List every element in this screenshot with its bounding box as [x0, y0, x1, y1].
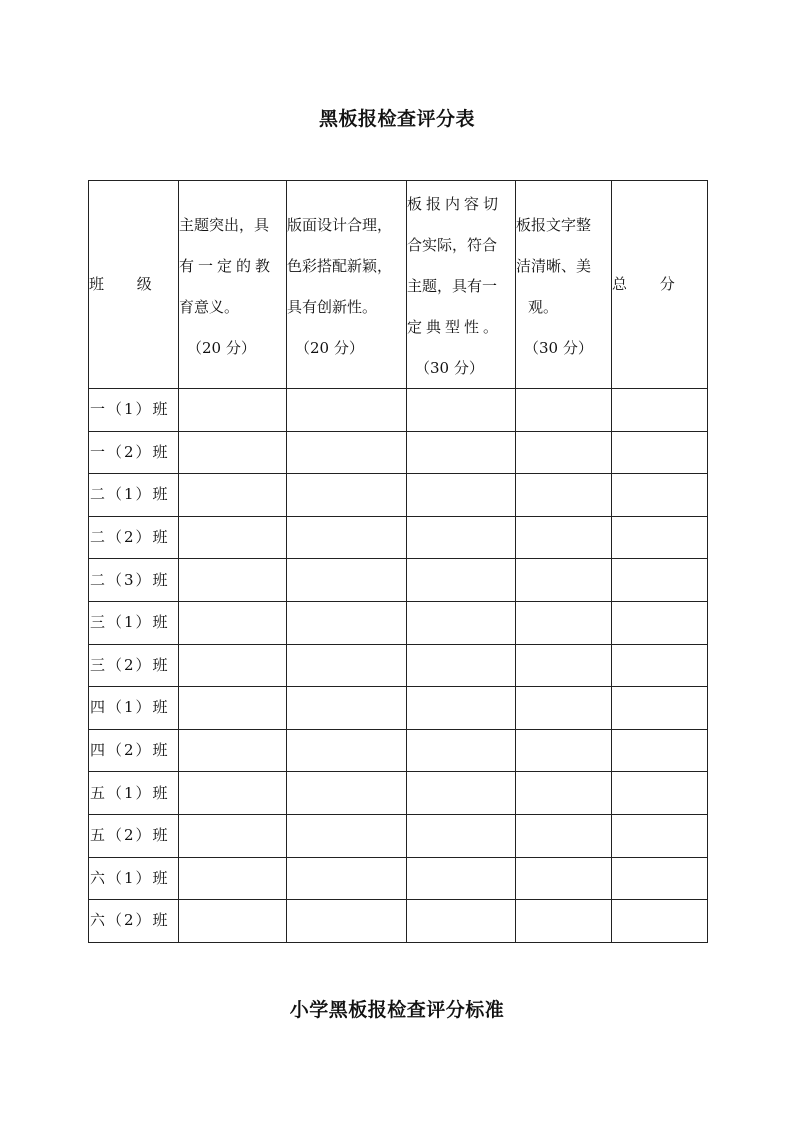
score-input-cell[interactable]: [516, 644, 612, 687]
score-input-cell[interactable]: [516, 559, 612, 602]
criterion-score: （20 分）: [295, 338, 364, 357]
table-row: [89, 559, 708, 602]
table-row: [89, 389, 708, 432]
score-input-cell[interactable]: [179, 516, 287, 559]
total-score-cell[interactable]: [612, 772, 708, 815]
score-input-cell[interactable]: [516, 431, 612, 474]
score-input-cell[interactable]: [287, 687, 407, 730]
score-input-cell[interactable]: [179, 687, 287, 730]
table-row: [89, 474, 708, 517]
score-input-cell[interactable]: [407, 431, 516, 474]
score-input-cell[interactable]: [287, 601, 407, 644]
total-score-cell[interactable]: [612, 857, 708, 900]
class-name-cell: 四（2）班: [89, 729, 179, 772]
score-input-cell[interactable]: [407, 389, 516, 432]
criterion-score: （30 分）: [524, 338, 593, 357]
criterion-line: 观。: [528, 297, 559, 316]
score-input-cell[interactable]: [516, 687, 612, 730]
score-input-cell[interactable]: [407, 772, 516, 815]
criterion-line: 具有创新性。: [287, 297, 378, 316]
score-input-cell[interactable]: [287, 431, 407, 474]
table-row: [89, 601, 708, 644]
score-input-cell[interactable]: [287, 729, 407, 772]
criterion-line: 洁清晰、美: [516, 256, 592, 275]
table-row: [89, 772, 708, 815]
score-input-cell[interactable]: [179, 474, 287, 517]
score-input-cell[interactable]: [179, 644, 287, 687]
score-input-cell[interactable]: [407, 687, 516, 730]
score-input-cell[interactable]: [287, 644, 407, 687]
table-row: [89, 857, 708, 900]
total-column-header: 总 分: [612, 181, 708, 389]
criterion-line: 有一定的教: [179, 256, 275, 275]
score-input-cell[interactable]: [287, 772, 407, 815]
table-row: [89, 814, 708, 857]
total-score-cell[interactable]: [612, 900, 708, 943]
score-input-cell[interactable]: [179, 900, 287, 943]
criterion-line: 合实际，符合: [407, 236, 498, 254]
score-input-cell[interactable]: [407, 900, 516, 943]
criterion-header-writing: [516, 181, 612, 389]
total-score-cell[interactable]: [612, 389, 708, 432]
class-column-header: 班 级: [89, 181, 179, 389]
score-input-cell[interactable]: [287, 814, 407, 857]
score-input-cell[interactable]: [516, 900, 612, 943]
class-name-cell: 三（2）班: [89, 644, 179, 687]
class-name-cell: 一（2）班: [89, 431, 179, 474]
class-name-cell: 六（2）班: [89, 900, 179, 943]
total-score-cell[interactable]: [612, 474, 708, 517]
total-score-cell[interactable]: [612, 687, 708, 730]
criterion-header-design: [287, 181, 407, 389]
criterion-score: （20 分）: [187, 338, 256, 357]
score-input-cell[interactable]: [287, 559, 407, 602]
score-input-cell[interactable]: [407, 814, 516, 857]
score-input-cell[interactable]: [179, 814, 287, 857]
score-input-cell[interactable]: [516, 516, 612, 559]
score-input-cell[interactable]: [516, 474, 612, 517]
class-name-cell: 一（1）班: [89, 389, 179, 432]
class-name-cell: 二（3）班: [89, 559, 179, 602]
score-input-cell[interactable]: [516, 729, 612, 772]
table-row: [89, 431, 708, 474]
total-score-cell[interactable]: [612, 729, 708, 772]
table-row: [89, 644, 708, 687]
class-name-cell: 二（2）班: [89, 516, 179, 559]
score-input-cell[interactable]: [179, 772, 287, 815]
criterion-line: 色彩搭配新颖，: [287, 256, 393, 275]
table-row: [89, 900, 708, 943]
criterion-line: 板报文字整: [516, 215, 592, 234]
score-input-cell[interactable]: [407, 857, 516, 900]
table-row: [89, 729, 708, 772]
criterion-score: （30 分）: [415, 359, 484, 377]
score-input-cell[interactable]: [287, 516, 407, 559]
total-score-cell[interactable]: [612, 814, 708, 857]
criterion-header-content: [407, 181, 516, 389]
table-row: [89, 516, 708, 559]
score-input-cell[interactable]: [179, 389, 287, 432]
score-input-cell[interactable]: [179, 857, 287, 900]
total-score-cell[interactable]: [612, 601, 708, 644]
section-title: 小学黑板报检查评分标准: [289, 999, 505, 1021]
score-input-cell[interactable]: [516, 814, 612, 857]
criterion-line: 主题突出，具: [179, 215, 270, 234]
class-name-cell: 六（1）班: [89, 857, 179, 900]
score-input-cell[interactable]: [179, 601, 287, 644]
score-input-cell[interactable]: [516, 857, 612, 900]
score-input-cell[interactable]: [287, 857, 407, 900]
page-title: 黑板报检查评分表: [318, 108, 475, 130]
criterion-line: 定典型性。: [407, 318, 503, 336]
class-name-cell: 五（2）班: [89, 814, 179, 857]
score-input-cell[interactable]: [407, 474, 516, 517]
criterion-line: 主题，具有一: [407, 277, 498, 295]
score-input-cell[interactable]: [287, 900, 407, 943]
score-input-cell[interactable]: [179, 559, 287, 602]
criterion-line: 版面设计合理，: [287, 215, 393, 234]
class-name-cell: 五（1）班: [89, 772, 179, 815]
score-input-cell[interactable]: [516, 601, 612, 644]
score-input-cell[interactable]: [407, 601, 516, 644]
score-input-cell[interactable]: [179, 729, 287, 772]
total-score-cell[interactable]: [612, 559, 708, 602]
criterion-line: 育意义。: [179, 297, 240, 316]
class-name-cell: 四（1）班: [89, 687, 179, 730]
class-name-cell: 二（1）班: [89, 474, 179, 517]
score-input-cell[interactable]: [287, 389, 407, 432]
total-score-cell[interactable]: [612, 516, 708, 559]
criterion-line: 板报内容切: [407, 195, 503, 213]
score-input-cell[interactable]: [407, 729, 516, 772]
score-input-cell[interactable]: [287, 474, 407, 517]
total-score-cell[interactable]: [612, 431, 708, 474]
criterion-header-theme: [179, 181, 287, 389]
table-row: [89, 687, 708, 730]
score-input-cell[interactable]: [407, 559, 516, 602]
score-input-cell[interactable]: [516, 772, 612, 815]
total-score-cell[interactable]: [612, 644, 708, 687]
score-table: [88, 180, 708, 943]
score-input-cell[interactable]: [516, 389, 612, 432]
score-input-cell[interactable]: [407, 516, 516, 559]
class-name-cell: 三（1）班: [89, 601, 179, 644]
score-input-cell[interactable]: [407, 644, 516, 687]
header-row: [89, 181, 708, 389]
score-input-cell[interactable]: [179, 431, 287, 474]
